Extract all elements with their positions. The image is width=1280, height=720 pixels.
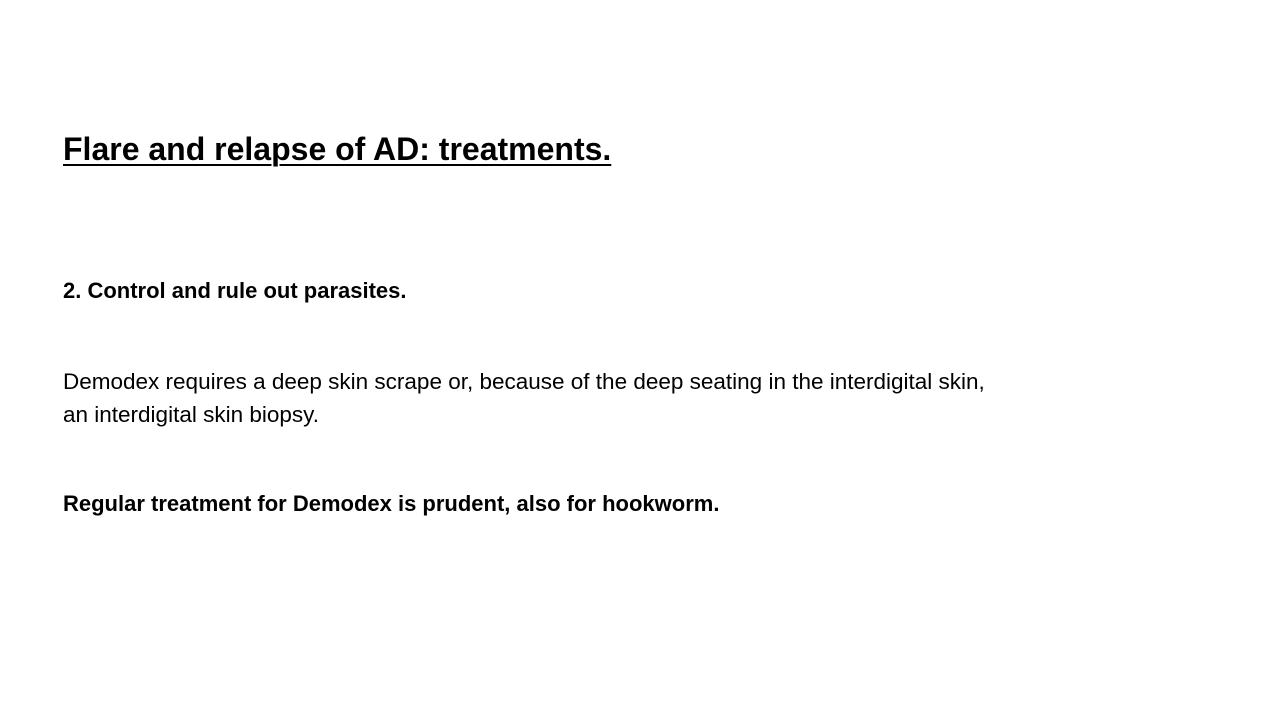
slide-title: Flare and relapse of AD: treatments. <box>63 131 612 167</box>
body-line-2: an interdigital skin biopsy. <box>63 402 319 427</box>
body-line-1: Demodex requires a deep skin scrape or, because of the deep seating in the interdigital skin, <box>63 369 985 394</box>
section-heading: 2. Control and rule out parasites. <box>63 278 407 303</box>
body-paragraph <box>63 365 1103 431</box>
closing-statement: Regular treatment for Demodex is prudent, also for hookworm. <box>63 491 720 516</box>
